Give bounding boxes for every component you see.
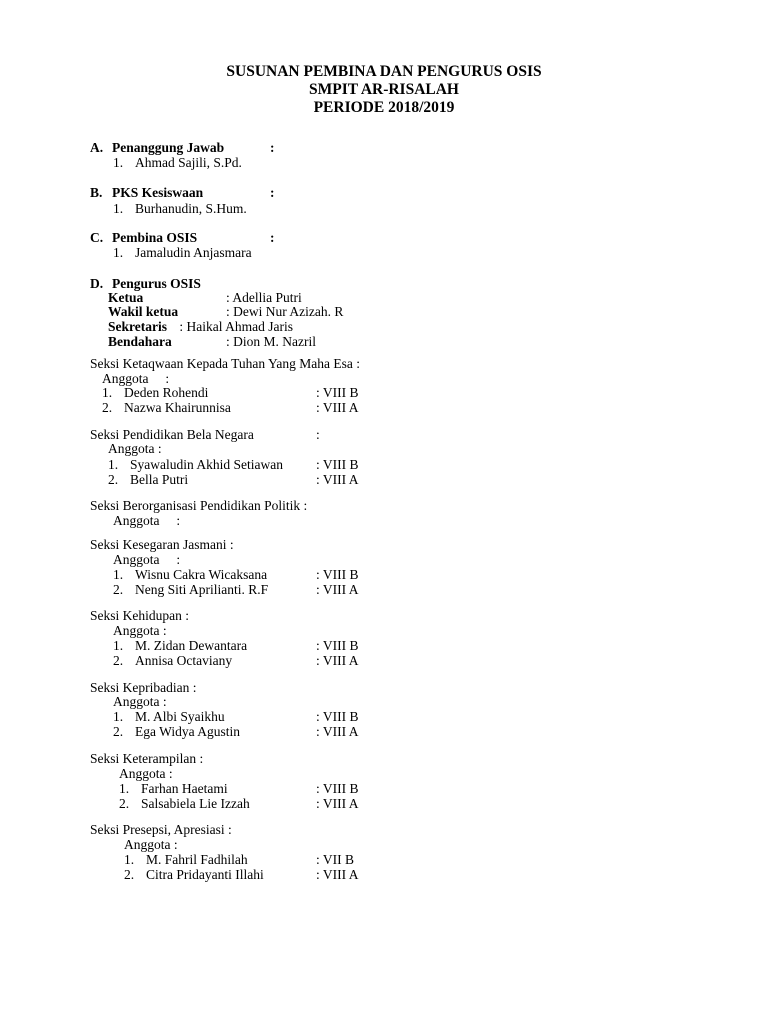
- seksi-ketaqwaan-anggota: Anggota :: [102, 371, 170, 386]
- wakil-value: : Dewi Nur Azizah. R: [226, 304, 344, 319]
- section-a-item: Ahmad Sajili, S.Pd.: [135, 155, 242, 170]
- seksi-politik-title: Seksi Berorganisasi Pendidikan Politik :: [90, 498, 308, 513]
- section-d-heading: Pengurus OSIS: [112, 276, 201, 291]
- member-name: Wisnu Cakra Wicaksana: [135, 567, 268, 582]
- seksi-presepsi-anggota: Anggota :: [124, 837, 178, 852]
- section-a-heading: Penanggung Jawab: [112, 140, 225, 155]
- member-num: 2.: [124, 867, 135, 882]
- seksi-kepribadian-anggota: Anggota :: [113, 694, 167, 709]
- member-num: 1.: [113, 709, 124, 724]
- seksi-bela-negara-anggota: Anggota :: [108, 441, 162, 456]
- member-num: 1.: [102, 385, 113, 400]
- member-num: 1.: [113, 638, 124, 653]
- seksi-kehidupan-anggota: Anggota :: [113, 623, 167, 638]
- member-kelas: : VIII A: [316, 653, 359, 668]
- member-kelas: : VIII A: [316, 582, 359, 597]
- member-name: M. Albi Syaikhu: [135, 709, 225, 724]
- member-kelas: : VIII A: [316, 796, 359, 811]
- member-num: 1.: [113, 567, 124, 582]
- member-name: Bella Putri: [130, 472, 189, 487]
- member-kelas: : VIII B: [316, 567, 359, 582]
- seksi-bela-negara-colon: :: [316, 427, 320, 442]
- member-kelas: : VIII A: [316, 400, 359, 415]
- section-c-item-num: 1.: [113, 245, 124, 260]
- section-b-item: Burhanudin, S.Hum.: [135, 201, 247, 216]
- seksi-jasmani-title: Seksi Kesegaran Jasmani :: [90, 537, 234, 552]
- member-kelas: : VIII B: [316, 709, 359, 724]
- member-num: 2.: [113, 582, 124, 597]
- section-c-colon: :: [270, 230, 275, 245]
- section-b-heading: PKS Kesiswaan: [112, 185, 204, 200]
- member-name: Deden Rohendi: [124, 385, 209, 400]
- bendahara-label: Bendahara: [108, 334, 172, 349]
- doc-title-line3: PERIODE 2018/2019: [313, 99, 455, 116]
- member-kelas: : VIII B: [316, 385, 359, 400]
- section-a-item-num: 1.: [113, 155, 124, 170]
- section-a-colon: :: [270, 140, 275, 155]
- member-name: M. Zidan Dewantara: [135, 638, 248, 653]
- seksi-keterampilan-title: Seksi Keterampilan :: [90, 751, 204, 766]
- seksi-presepsi-title: Seksi Presepsi, Apresiasi :: [90, 822, 232, 837]
- member-name: Citra Pridayanti Illahi: [146, 867, 264, 882]
- member-kelas: : VIII B: [316, 457, 359, 472]
- member-name: Syawaludin Akhid Setiawan: [130, 457, 283, 472]
- member-num: 2.: [113, 653, 124, 668]
- member-name: Nazwa Khairunnisa: [124, 400, 231, 415]
- section-b-colon: :: [270, 185, 275, 200]
- section-c-letter: C.: [90, 230, 104, 245]
- member-num: 2.: [102, 400, 113, 415]
- member-num: 2.: [113, 724, 124, 739]
- member-num: 2.: [119, 796, 130, 811]
- seksi-kepribadian-title: Seksi Kepribadian :: [90, 680, 197, 695]
- member-name: Salsabiela Lie Izzah: [141, 796, 250, 811]
- member-name: Ega Widya Agustin: [135, 724, 240, 739]
- sekretaris-label: Sekretaris: [108, 319, 167, 334]
- ketua-value: : Adellia Putri: [226, 290, 302, 305]
- member-num: 1.: [108, 457, 119, 472]
- member-kelas: : VIII B: [316, 781, 359, 796]
- section-c-item: Jamaludin Anjasmara: [135, 245, 252, 260]
- member-name: M. Fahril Fadhilah: [146, 852, 248, 867]
- member-kelas: : VIII A: [316, 867, 359, 882]
- section-b-item-num: 1.: [113, 201, 124, 216]
- section-a-letter: A.: [90, 140, 104, 155]
- member-name: Farhan Haetami: [141, 781, 228, 796]
- section-c-heading: Pembina OSIS: [112, 230, 198, 245]
- section-d-letter: D.: [90, 276, 104, 291]
- ketua-label: Ketua: [108, 290, 144, 305]
- member-name: Annisa Octaviany: [135, 653, 233, 668]
- seksi-politik-anggota: Anggota :: [113, 513, 181, 528]
- member-kelas: : VIII A: [316, 724, 359, 739]
- seksi-jasmani-anggota: Anggota :: [113, 552, 181, 567]
- member-name: Neng Siti Aprilianti. R.F: [135, 582, 269, 597]
- doc-title-line1: SUSUNAN PEMBINA DAN PENGURUS OSIS: [226, 63, 542, 80]
- member-kelas: : VII B: [316, 852, 355, 867]
- member-num: 2.: [108, 472, 119, 487]
- seksi-ketaqwaan-title: Seksi Ketaqwaan Kepada Tuhan Yang Maha Esa :: [90, 356, 360, 371]
- wakil-label: Wakil ketua: [108, 304, 179, 319]
- section-b-letter: B.: [90, 185, 103, 200]
- seksi-kehidupan-title: Seksi Kehidupan :: [90, 608, 189, 623]
- member-kelas: : VIII B: [316, 638, 359, 653]
- seksi-bela-negara-title: Seksi Pendidikan Bela Negara: [90, 427, 254, 442]
- bendahara-value: : Dion M. Nazril: [226, 334, 316, 349]
- member-kelas: : VIII A: [316, 472, 359, 487]
- doc-title-line2: SMPIT AR-RISALAH: [308, 81, 459, 98]
- seksi-keterampilan-anggota: Anggota :: [119, 766, 173, 781]
- sekretaris-value: : Haikal Ahmad Jaris: [176, 319, 293, 334]
- member-num: 1.: [119, 781, 130, 796]
- member-num: 1.: [124, 852, 135, 867]
